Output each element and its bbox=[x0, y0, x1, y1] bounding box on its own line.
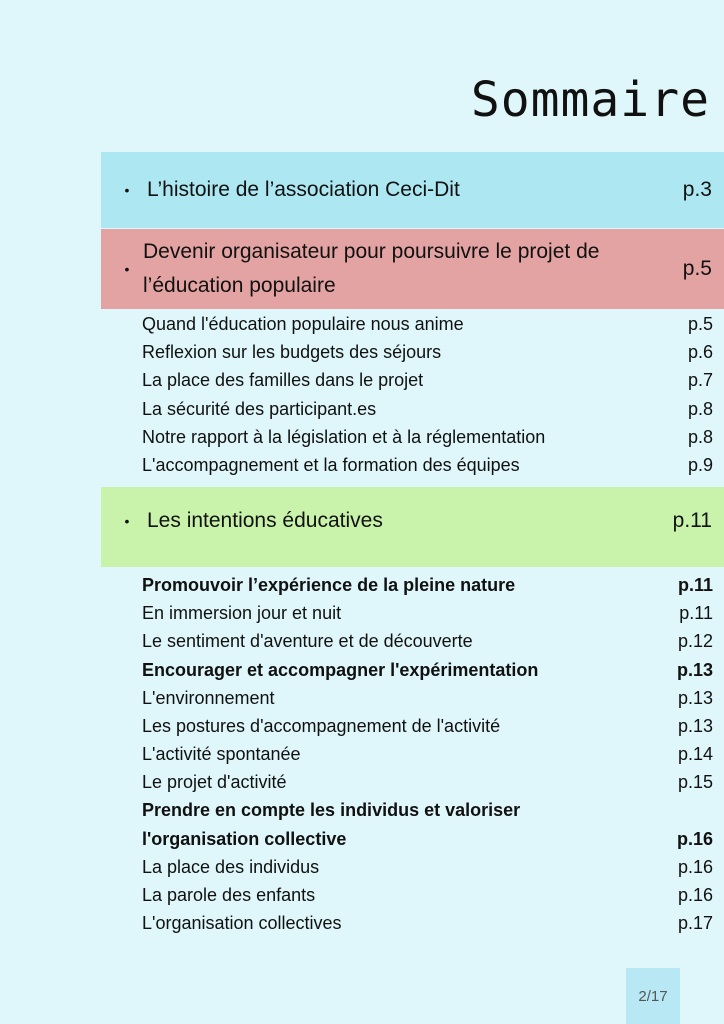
toc-entry[interactable] bbox=[142, 338, 713, 366]
toc-entry[interactable] bbox=[142, 395, 713, 423]
toc-entry-page: p.16 bbox=[677, 885, 713, 906]
section-page: p.11 bbox=[672, 509, 712, 532]
toc-entry-label: Encourager et accompagner l'expérimentation bbox=[142, 659, 539, 680]
toc-entry-label: L'accompagnement et la formation des équipes bbox=[142, 454, 520, 475]
toc-entry-label: Reflexion sur les budgets des séjours bbox=[142, 342, 442, 363]
bullet-icon: • bbox=[124, 182, 130, 198]
toc-entry-page: p.9 bbox=[687, 454, 713, 475]
toc-section-histoire[interactable] bbox=[101, 152, 724, 228]
toc-entry[interactable] bbox=[142, 451, 713, 479]
toc-list-organisateur bbox=[142, 310, 713, 479]
toc-entry[interactable] bbox=[142, 310, 713, 338]
toc-entry[interactable] bbox=[142, 740, 713, 768]
page-number: 2/17 bbox=[626, 968, 680, 1024]
toc-entry-label: Les postures d'accompagnement de l'activité bbox=[142, 715, 501, 736]
toc-section-intentions[interactable] bbox=[101, 487, 724, 567]
bullet-icon: • bbox=[124, 513, 130, 529]
toc-entry-label: Promouvoir l’expérience de la pleine nature bbox=[142, 574, 516, 595]
toc-entry[interactable] bbox=[142, 881, 713, 909]
toc-entry[interactable] bbox=[142, 853, 713, 881]
toc-entry-label: Quand l'éducation populaire nous anime bbox=[142, 313, 464, 334]
section-page: p.5 bbox=[682, 257, 712, 280]
toc-entry-page: p.5 bbox=[687, 313, 713, 334]
toc-entry-label: L'environnement bbox=[142, 687, 275, 708]
toc-entry-label: La place des familles dans le projet bbox=[142, 370, 424, 391]
toc-entry-label: Prendre en compte les individus et valoriser l'organisation collective bbox=[142, 800, 521, 849]
toc-entry-page: p.7 bbox=[687, 370, 713, 391]
section-label: Les intentions éducatives bbox=[147, 509, 383, 532]
toc-list-intentions bbox=[142, 571, 713, 937]
toc-entry[interactable] bbox=[142, 909, 713, 937]
toc-entry-page: p.6 bbox=[687, 342, 713, 363]
toc-entry[interactable] bbox=[142, 684, 713, 712]
toc-entry-label: L'activité spontanée bbox=[142, 744, 301, 765]
toc-entry-label: La parole des enfants bbox=[142, 885, 316, 906]
toc-entry-label: Notre rapport à la législation et à la réglementation bbox=[142, 426, 546, 447]
toc-entry-page: p.13 bbox=[676, 659, 713, 680]
toc-entry[interactable] bbox=[142, 423, 713, 451]
toc-entry-page: p.13 bbox=[677, 687, 713, 708]
toc-entry[interactable] bbox=[142, 712, 713, 740]
toc-entry-label: La place des individus bbox=[142, 856, 320, 877]
toc-entry-page: p.13 bbox=[677, 715, 713, 736]
toc-entry-page: p.8 bbox=[687, 426, 713, 447]
toc-entry-page: p.16 bbox=[677, 856, 713, 877]
toc-subheading[interactable] bbox=[142, 797, 713, 853]
toc-entry-label: L'organisation collectives bbox=[142, 913, 342, 934]
toc-entry-page: p.8 bbox=[687, 398, 713, 419]
page-title: Sommaire bbox=[470, 72, 710, 128]
toc-entry-label: Le projet d'activité bbox=[142, 772, 287, 793]
section-page: p.3 bbox=[682, 178, 712, 201]
toc-entry-page: p.12 bbox=[677, 631, 713, 652]
toc-entry-label: Le sentiment d'aventure et de découverte bbox=[142, 631, 473, 652]
toc-entry-label: En immersion jour et nuit bbox=[142, 603, 342, 624]
toc-entry[interactable] bbox=[142, 599, 713, 627]
toc-entry[interactable] bbox=[142, 768, 713, 796]
toc-entry-page: p.16 bbox=[676, 828, 713, 849]
toc-entry-label: La sécurité des participant.es bbox=[142, 398, 377, 419]
section-label: Devenir organisateur pour poursuivre le projet de l’éducation populaire bbox=[143, 240, 600, 297]
toc-subheading[interactable] bbox=[142, 656, 713, 684]
toc-entry-page: p.17 bbox=[677, 913, 713, 934]
toc-entry-page: p.14 bbox=[677, 744, 713, 765]
toc-entry-page: p.11 bbox=[679, 603, 713, 624]
toc-entry-page: p.15 bbox=[677, 772, 713, 793]
section-label: L’histoire de l’association Ceci-Dit bbox=[147, 178, 460, 201]
toc-entry[interactable] bbox=[142, 627, 713, 655]
toc-entry-page: p.11 bbox=[677, 574, 713, 595]
toc-entry[interactable] bbox=[142, 366, 713, 394]
bullet-icon: • bbox=[124, 261, 130, 277]
toc-section-organisateur[interactable] bbox=[101, 229, 724, 309]
toc-subheading[interactable] bbox=[142, 571, 713, 599]
